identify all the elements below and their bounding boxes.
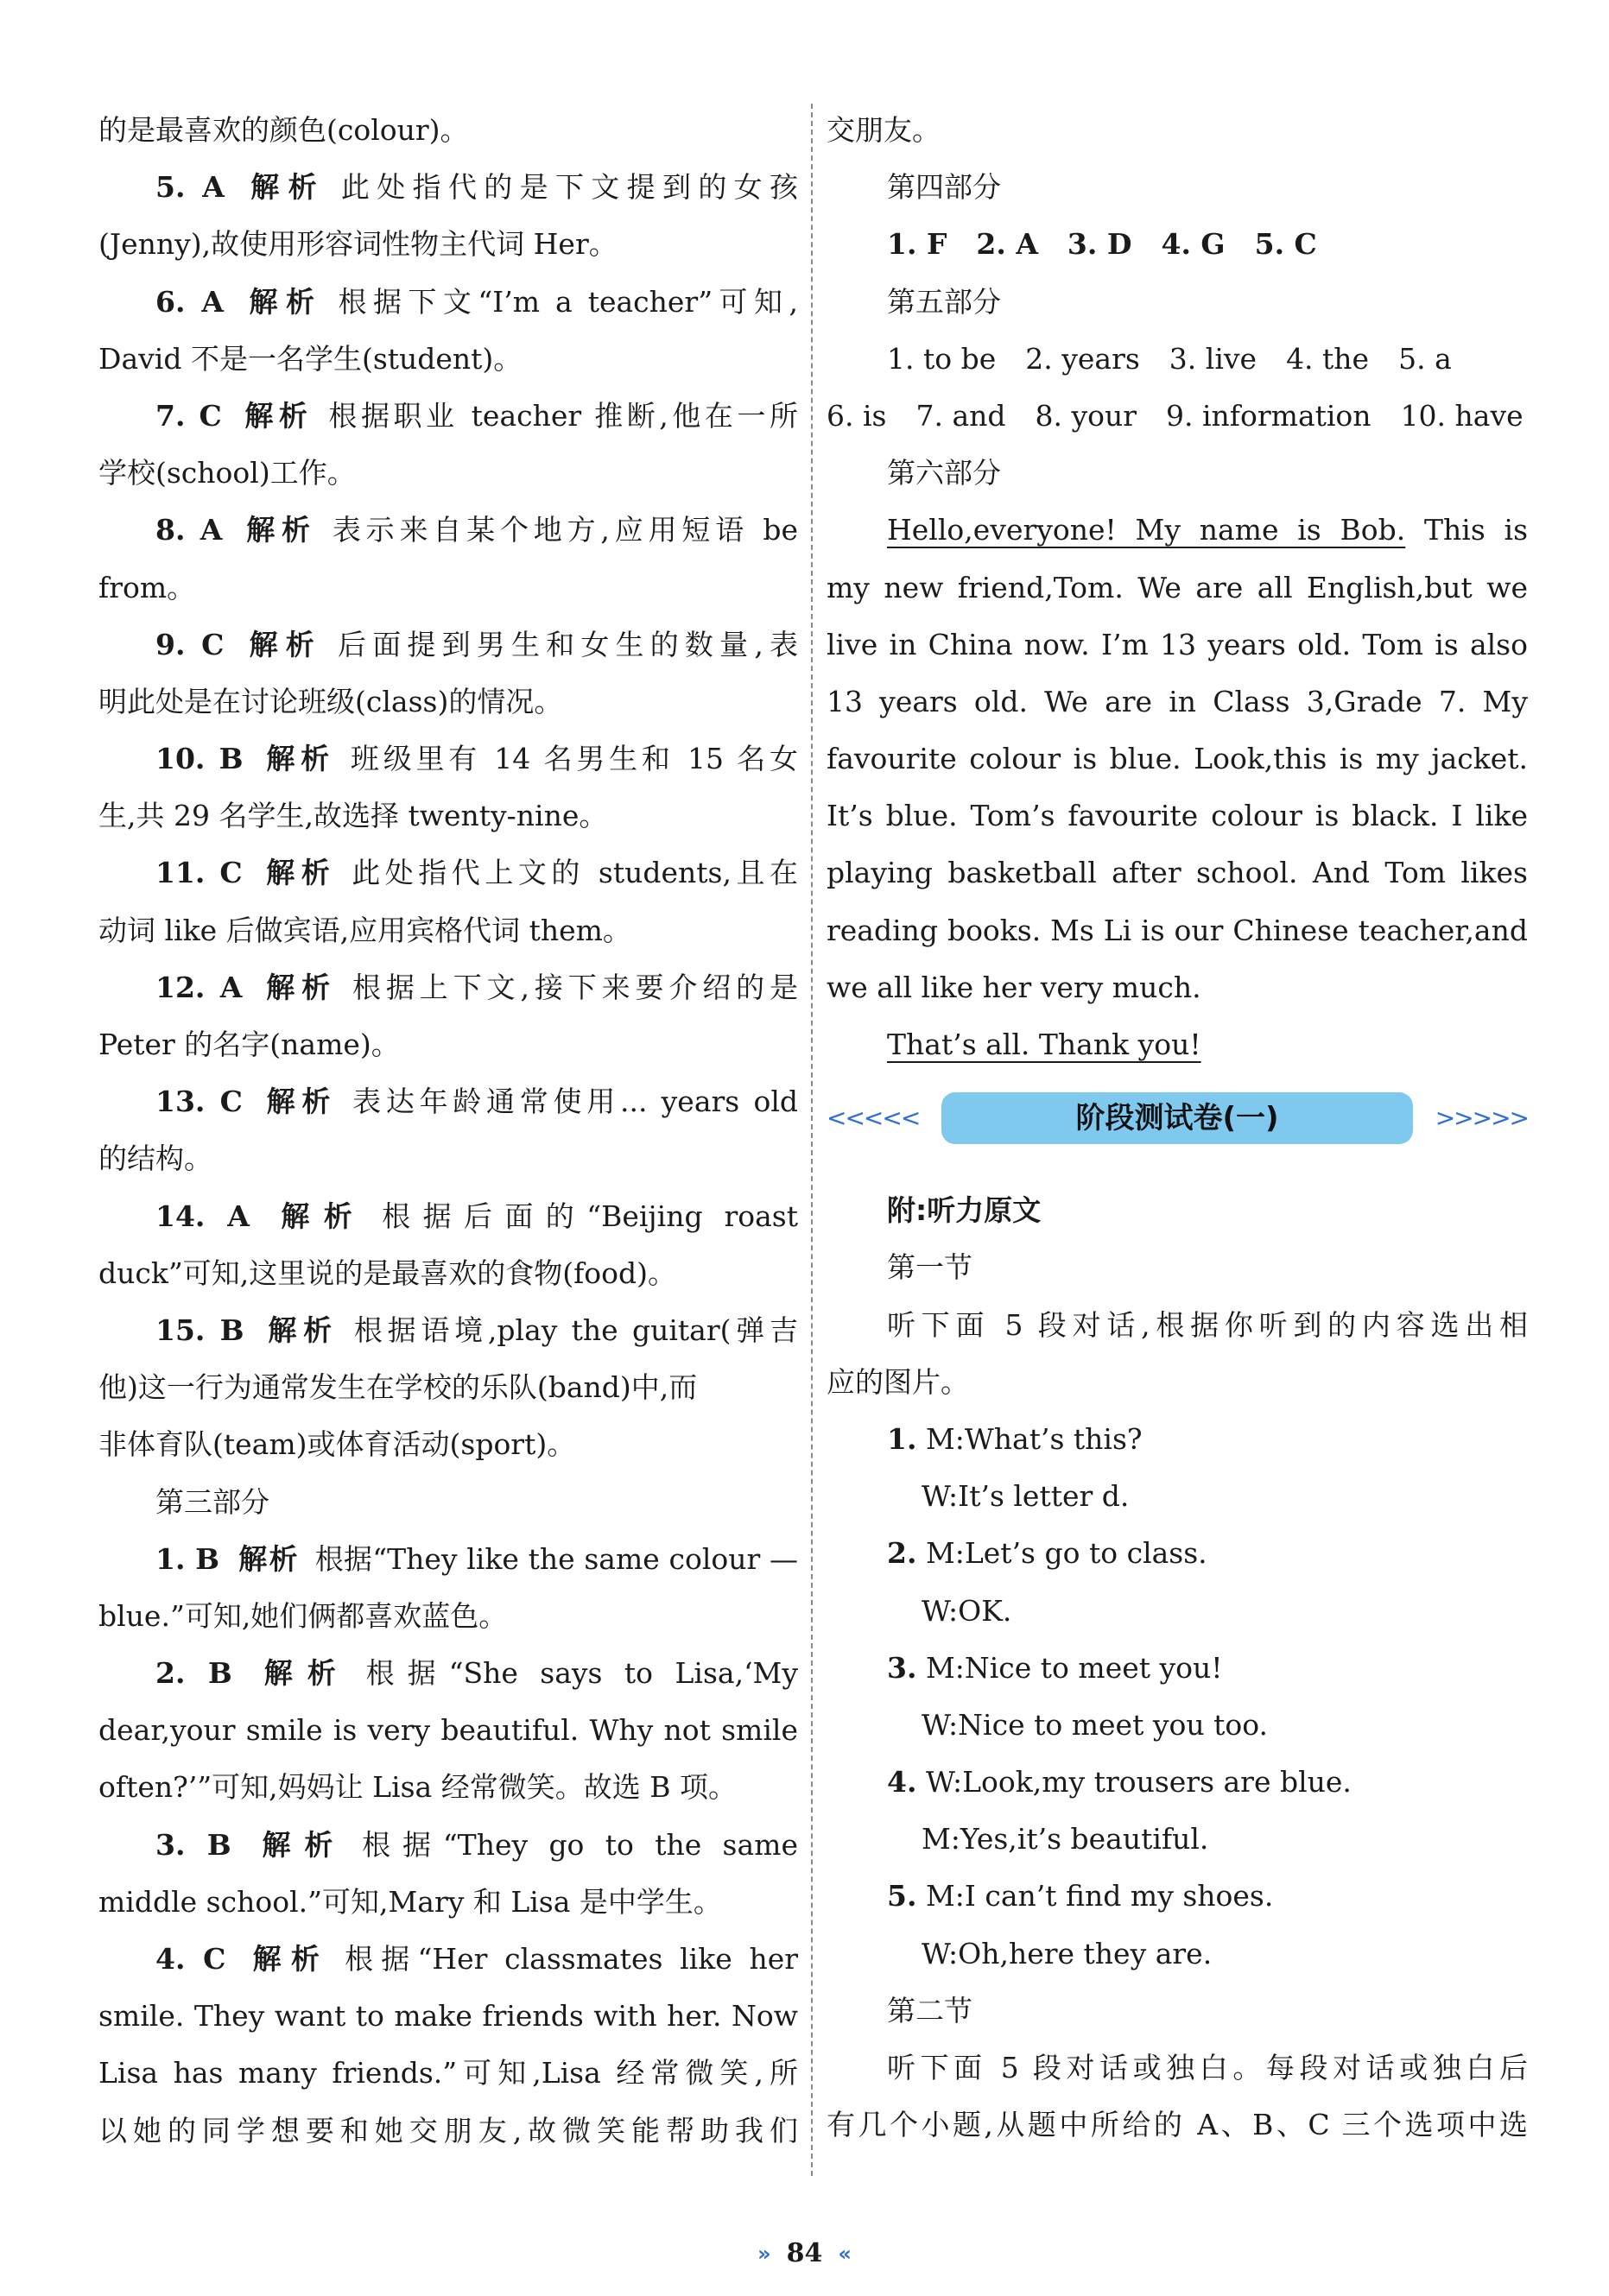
analysis-text: 根据“Her classmates like her bbox=[345, 1942, 798, 1976]
analysis-tag: 解析 bbox=[261, 970, 338, 1004]
dialogue-line bbox=[827, 1640, 1528, 1697]
essay-line: 13 years old. We are in Class 3,Grade 7. My bbox=[827, 684, 1528, 718]
analysis-tag: 解析 bbox=[261, 856, 337, 890]
answer-number: 11. C bbox=[155, 856, 243, 890]
essay-line: playing basketball after school. And Tom likes bbox=[827, 856, 1528, 890]
part4-answers bbox=[827, 216, 1528, 273]
answer-item bbox=[98, 1817, 798, 1874]
answer: 9. information bbox=[1166, 398, 1371, 433]
text-line: duck”可知,这里说的是最喜欢的食物(food)。 bbox=[98, 1256, 677, 1290]
dialogue-line: W:OK. bbox=[922, 1593, 1012, 1628]
answer-number: 14. A bbox=[155, 1199, 250, 1233]
text-line: 他)这一行为通常发生在学校的乐队(band)中,而 bbox=[98, 1370, 698, 1405]
appendix-heading: 附:听力原文 bbox=[887, 1193, 1042, 1228]
analysis-text: 班级里有 14 名男生和 15 名女 bbox=[350, 742, 798, 776]
answer-number: 7. C bbox=[155, 398, 222, 433]
section-heading: 第六部分 bbox=[887, 456, 1001, 490]
text-line: David 不是一名学生(student)。 bbox=[98, 341, 523, 376]
analysis-text: 此处指代的是下文提到的女孩 bbox=[340, 170, 799, 205]
part5-answers-row1 bbox=[827, 331, 1528, 388]
answer-item bbox=[98, 1073, 798, 1130]
dialogue-number: 1. bbox=[887, 1421, 917, 1456]
text-line: Peter 的名字(name)。 bbox=[98, 1028, 400, 1061]
text-line: 生,共 29 名学生,故选择 twenty-nine。 bbox=[98, 799, 608, 833]
answer: 3. D bbox=[1067, 227, 1132, 262]
text-line: 应的图片。 bbox=[827, 1364, 969, 1399]
section-heading: 第二节 bbox=[887, 1993, 972, 2027]
text-line: 动词 like 后做宾语,应用宾格代词 them。 bbox=[98, 913, 631, 947]
dialogue-line: W:It’s letter d. bbox=[922, 1479, 1130, 1514]
analysis-tag: 解析 bbox=[243, 170, 326, 205]
answer-number: 5. A bbox=[155, 170, 225, 205]
text-line: 听下面 5 段对话,根据你听到的内容选出相 bbox=[887, 1307, 1528, 1342]
left-column bbox=[98, 102, 798, 2160]
text-line: 交朋友。 bbox=[827, 113, 941, 147]
section-heading: 第三部分 bbox=[155, 1484, 269, 1519]
analysis-tag: 解析 bbox=[261, 1085, 338, 1119]
essay-line: reading books. Ms Li is our Chinese teacher,and bbox=[827, 913, 1528, 947]
analysis-text: 根据“She says to Lisa,‘My bbox=[365, 1656, 798, 1691]
essay-text: This is bbox=[1424, 513, 1528, 547]
analysis-tag: 解析 bbox=[268, 1199, 367, 1233]
dialogue-number: 3. bbox=[887, 1650, 917, 1685]
essay-underlined: Hello,everyone! My name is Bob. bbox=[887, 513, 1406, 547]
answer: 1. F bbox=[887, 227, 947, 262]
column-divider bbox=[811, 104, 813, 2176]
analysis-text: 根据“They go to the same bbox=[362, 1827, 798, 1862]
chevron-right-icon: >>>>> bbox=[1435, 1104, 1528, 1133]
analysis-tag: 解析 bbox=[241, 513, 317, 547]
essay-underlined: That’s all. Thank you! bbox=[887, 1028, 1201, 1061]
answer-item bbox=[98, 1188, 798, 1245]
analysis-tag: 解析 bbox=[244, 1942, 330, 1976]
answer-item bbox=[98, 502, 798, 559]
analysis-tag: 解析 bbox=[243, 627, 322, 661]
answer: 8. your bbox=[1035, 398, 1137, 433]
arrow-left-icon: « bbox=[838, 2241, 852, 2266]
banner-title: 阶段测试卷(一) bbox=[941, 1092, 1412, 1144]
answer-item bbox=[98, 1931, 798, 1988]
essay-line: my new friend,Tom. We are all English,but we bbox=[827, 570, 1528, 604]
analysis-tag: 解析 bbox=[250, 1656, 351, 1691]
text-line: 的结构。 bbox=[98, 1142, 212, 1176]
analysis-tag: 解析 bbox=[263, 1312, 339, 1347]
answer-number: 2. B bbox=[155, 1656, 232, 1691]
answer-item bbox=[98, 159, 798, 216]
answer-number: 12. A bbox=[155, 970, 243, 1004]
dialogue-line bbox=[827, 1868, 1528, 1925]
analysis-text: 根据下文“I’m a teacher”可知, bbox=[338, 284, 799, 319]
essay-line bbox=[827, 1016, 1528, 1073]
arrow-right-icon: » bbox=[757, 2241, 771, 2266]
answer: 4. G bbox=[1161, 227, 1226, 262]
answer-item bbox=[98, 1645, 798, 1702]
text-line: blue.”可知,她们俩都喜欢蓝色。 bbox=[98, 1598, 508, 1633]
answer-number: 15. B bbox=[155, 1312, 244, 1347]
analysis-text: 根据职业 teacher 推断,他在一所 bbox=[328, 398, 798, 433]
answer-number: 6. A bbox=[155, 284, 225, 319]
text-line: (Jenny),故使用形容词性物主代词 Her。 bbox=[98, 227, 618, 262]
dialogue-number: 4. bbox=[887, 1765, 917, 1799]
analysis-tag: 解析 bbox=[243, 284, 323, 319]
text-line: 学校(school)工作。 bbox=[98, 456, 356, 490]
text-line: smile. They want to make friends with her. Now bbox=[98, 1999, 798, 2034]
dialogue-text: M:I can’t find my shoes. bbox=[925, 1879, 1274, 1913]
analysis-text: 根据“They like the same colour — bbox=[314, 1541, 798, 1576]
essay-line bbox=[827, 502, 1528, 559]
text-line: 听下面 5 段对话或独白。每段对话或独白后 bbox=[887, 2051, 1528, 2084]
answer: 5. C bbox=[1254, 227, 1317, 262]
essay-line: live in China now. I’m 13 years old. Tom is also bbox=[827, 627, 1528, 661]
analysis-text: 此处指代上文的 students,且在 bbox=[352, 856, 798, 890]
dialogue-line bbox=[827, 1525, 1528, 1582]
dialogue-number: 2. bbox=[887, 1536, 917, 1571]
answer: 4. the bbox=[1286, 341, 1370, 376]
right-column bbox=[827, 102, 1528, 2154]
dialogue-text: M:Let’s go to class. bbox=[925, 1536, 1207, 1571]
part5-answers-row2 bbox=[827, 388, 1528, 445]
answer-item bbox=[98, 617, 798, 674]
answer-item bbox=[98, 1531, 798, 1588]
dialogue-line: W:Oh,here they are. bbox=[922, 1936, 1213, 1970]
dialogue-text: M:What’s this? bbox=[925, 1421, 1143, 1456]
text-line: 以她的同学想要和她交朋友,故微笑能帮助我们 bbox=[98, 2113, 798, 2147]
answer-item bbox=[98, 388, 798, 445]
dialogue-number: 5. bbox=[887, 1879, 917, 1913]
analysis-text: 表示来自某个地方,应用短语 be bbox=[332, 513, 798, 547]
essay-line: we all like her very much. bbox=[827, 970, 1201, 1004]
text-line: 明此处是在讨论班级(class)的情况。 bbox=[98, 684, 563, 718]
analysis-tag: 解析 bbox=[240, 398, 314, 433]
answer-number: 4. C bbox=[155, 1942, 226, 1976]
answer-number: 9. C bbox=[155, 627, 225, 661]
text-line: Lisa has many friends.”可知,Lisa 经常微笑,所 bbox=[98, 2056, 798, 2090]
answer: 6. is bbox=[827, 398, 887, 433]
dialogue-text: W:Look,my trousers are blue. bbox=[925, 1765, 1352, 1799]
section-heading: 第五部分 bbox=[887, 284, 1001, 319]
text-line: from。 bbox=[98, 570, 196, 604]
dialogue-line: W:Nice to meet you too. bbox=[922, 1707, 1268, 1742]
answer-number: 13. C bbox=[155, 1085, 243, 1119]
answer-number: 8. A bbox=[155, 513, 223, 547]
answer: 7. and bbox=[915, 398, 1006, 433]
analysis-text: 表达年龄通常使用... years old bbox=[352, 1085, 798, 1119]
analysis-text: 根据后面的“Beijing roast bbox=[382, 1199, 798, 1233]
essay-line: It’s blue. Tom’s favourite colour is black. I like bbox=[827, 799, 1528, 833]
section-heading: 第一节 bbox=[887, 1250, 972, 1285]
answer-number: 3. B bbox=[155, 1827, 231, 1862]
text-line: 非体育队(team)或体育活动(sport)。 bbox=[98, 1427, 576, 1462]
analysis-tag: 解析 bbox=[238, 1541, 300, 1576]
answer-item bbox=[98, 731, 798, 787]
answer: 10. have bbox=[1400, 398, 1523, 433]
answer-item bbox=[98, 844, 798, 901]
text-line: 的是最喜欢的颜色(colour)。 bbox=[98, 113, 469, 147]
answer-item bbox=[98, 959, 798, 1016]
answer: 1. to be bbox=[887, 341, 997, 376]
answer-number: 1. B bbox=[155, 1541, 220, 1576]
analysis-tag: 解析 bbox=[262, 742, 335, 776]
analysis-text: 根据上下文,接下来要介绍的是 bbox=[352, 970, 798, 1004]
answer-item bbox=[98, 274, 798, 331]
analysis-text: 后面提到男生和女生的数量,表 bbox=[338, 627, 798, 661]
answer: 3. live bbox=[1169, 341, 1257, 376]
answer: 5. a bbox=[1398, 341, 1452, 376]
chevron-left-icon: <<<<< bbox=[827, 1104, 920, 1133]
text-line: dear,your smile is very beautiful. Why not smile bbox=[98, 1713, 798, 1748]
text-line: often?’”可知,妈妈让 Lisa 经常微笑。故选 B 项。 bbox=[98, 1770, 737, 1805]
analysis-tag: 解析 bbox=[250, 1827, 347, 1862]
essay-line: favourite colour is blue. Look,this is my jacket. bbox=[827, 742, 1528, 776]
page-number: 84 bbox=[786, 2238, 823, 2268]
answer: 2. A bbox=[976, 227, 1038, 262]
answer: 2. years bbox=[1025, 341, 1140, 376]
dialogue-line bbox=[827, 1411, 1528, 1468]
text-line: middle school.”可知,Mary 和 Lisa 是中学生。 bbox=[98, 1884, 722, 1919]
dialogue-line bbox=[827, 1754, 1528, 1811]
answer-item bbox=[98, 1302, 798, 1359]
analysis-text: 根据语境,play the guitar(弹吉 bbox=[353, 1312, 799, 1347]
dialogue-line: M:Yes,it’s beautiful. bbox=[922, 1822, 1209, 1856]
dialogue-text: M:Nice to meet you! bbox=[925, 1650, 1223, 1685]
section-banner bbox=[827, 1080, 1528, 1156]
answer-number: 10. B bbox=[155, 742, 244, 776]
section-heading: 第四部分 bbox=[887, 170, 1001, 205]
text-line: 有几个小题,从题中所给的 A、B、C 三个选项中选 bbox=[827, 2108, 1528, 2142]
page-footer bbox=[0, 2238, 1609, 2268]
